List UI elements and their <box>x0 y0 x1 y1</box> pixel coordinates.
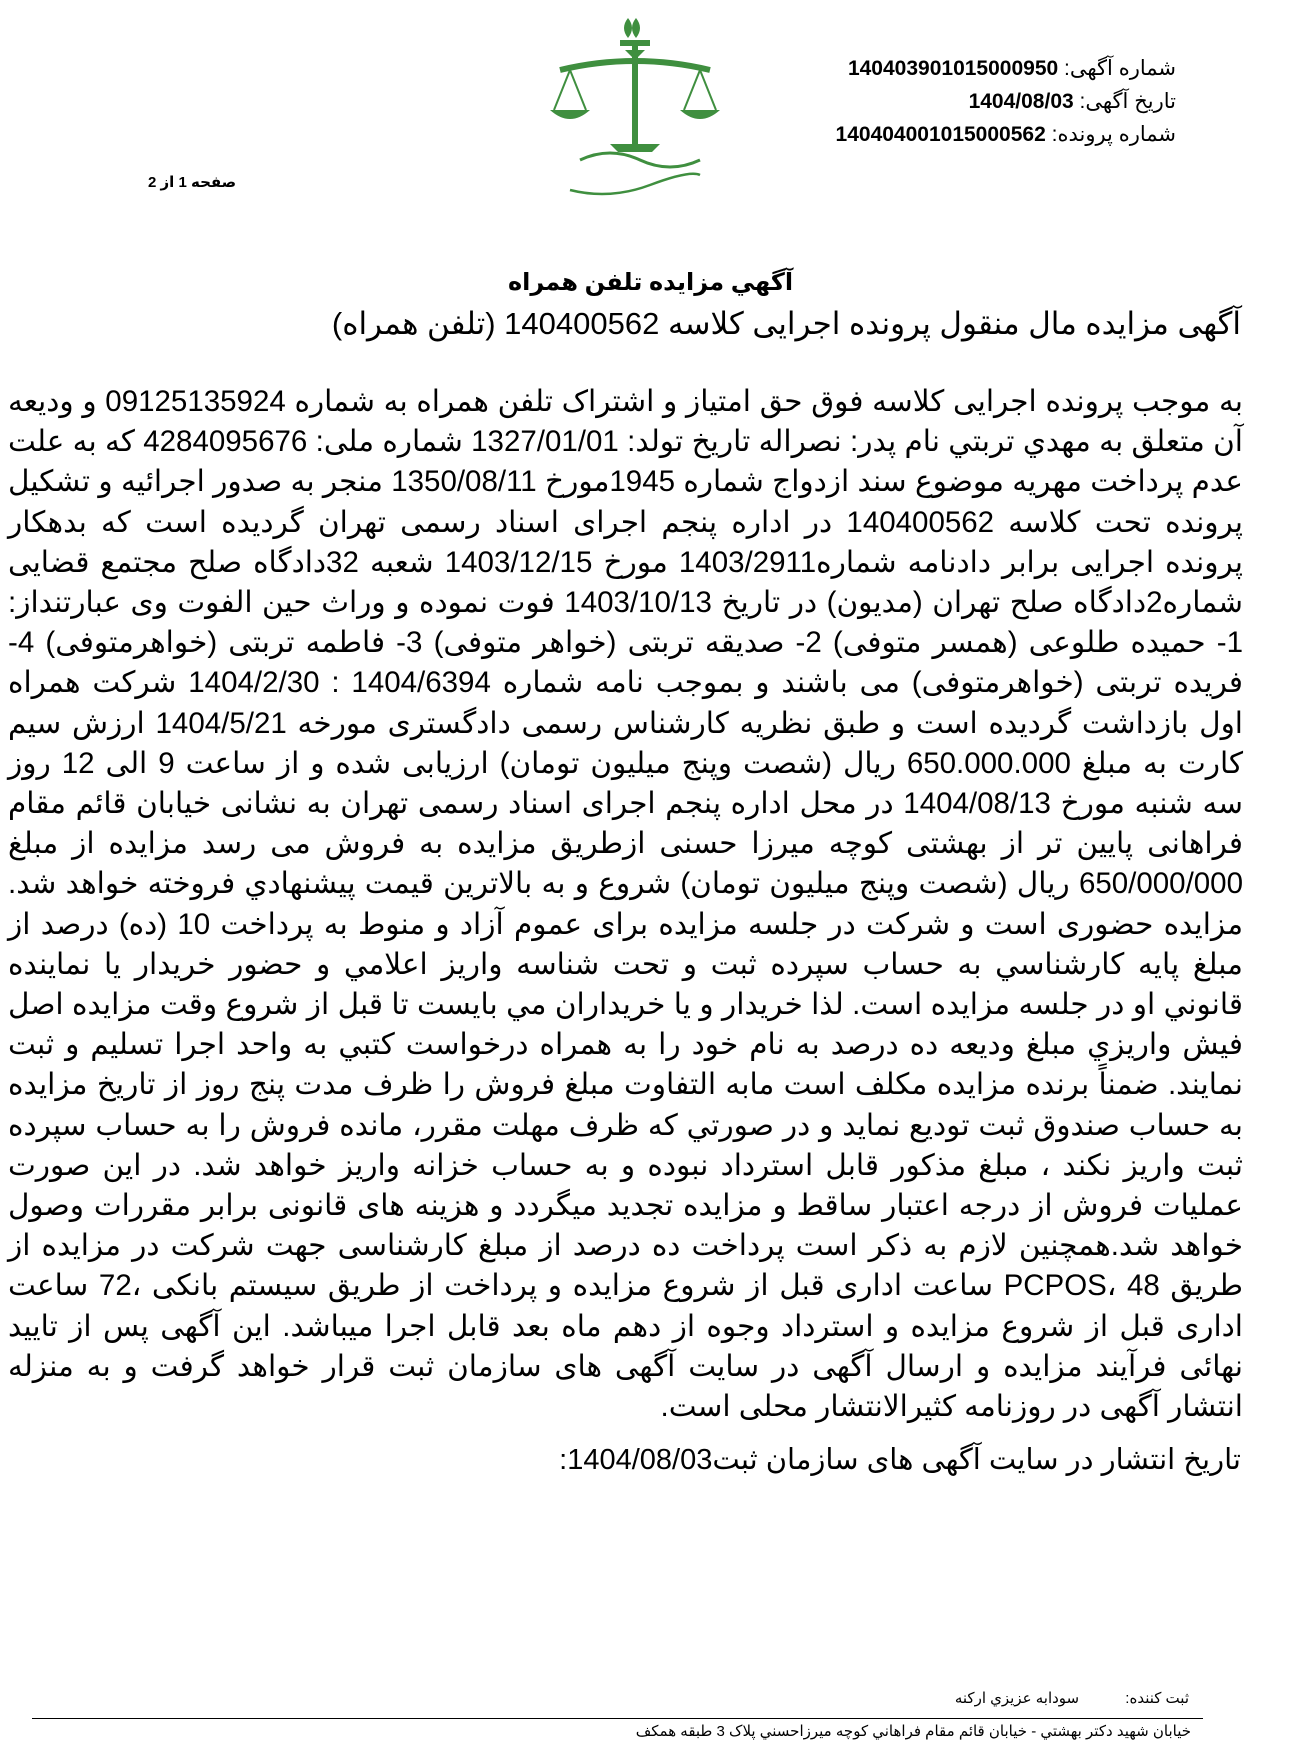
scales-of-justice-icon <box>540 10 730 225</box>
publish-date-line: تاریخ انتشار در سایت آگهی های سازمان ثبت1404/08/03: <box>559 1444 1241 1476</box>
notice-date: 1404/08/03 <box>968 90 1074 113</box>
judiciary-emblem <box>540 10 730 225</box>
notice-date-row <box>836 85 1176 118</box>
page-info: صفحه 1 از 2 <box>148 174 237 191</box>
file-number: 140404001015000562 <box>835 123 1046 146</box>
notice-title: آگهي مزايده تلفن همراه <box>507 269 794 296</box>
notice-body: به موجب پرونده اجرایی کلاسه فوق حق امتیاز و اشتراک تلفن همراه به شماره 09125135924 و ودیعه آن متعلق به مهدي تربتي نام پدر: نصراله تاریخ تولد: 1327/01/01 شماره ملی: 4284095676 که به علت عدم پرداخت مهریه موضوع سند ازدواج شماره 1945مورخ 1350/08/11 منجر به صدور اجرائیه و تشکیل پرونده تحت کلاسه 140400562 در اداره پنجم اجرای اسناد رسمی تهران گردیده است که بدهکار پرونده اجرایی برابر دادنامه شماره1403/2911 مورخ 1403/12/15 شعبه 32دادگاه صلح مجتمع قضایی شماره2دادگاه صلح تهران (مدیون) در تاریخ 1403/10/13 فوت نموده و وراث حین الفوت وی عبارتنداز: 1- حمیده طلوعی (همسر متوفی) 2- صدیقه تربتی (خواهر متوفی) 3- فاطمه تربتی (خواهرمتوفی) 4- فریده تربتی (خواهرمتوفی) می باشند و بموجب نامه شماره 1404/6394 : 1404/2/30 شرکت همراه اول بازداشت گردیده است و طبق نظریه کارشناس رسمی دادگستری مورخه 1404/5/21 ارزش سیم کارت به مبلغ 650.000.000 ریال (شصت وپنج میلیون تومان) ارزیابی شده و از ساعت 9 الی 12 روز سه شنبه مورخ 1404/08/13 در محل اداره پنجم اجرای اسناد رسمی تهران به نشانی خیابان قائم مقام فراهانی پایین تر از بهشتی کوچه میرزا حسنی ازطریق مزایده به فروش می رسد مزایده از مبلغ 650/000/000 ریال (شصت وپنج میلیون تومان) شروع و به بالاترین قیمت پیشنهادي فروخته خواهد شد. مزایده حضوری است و شرکت در جلسه مزایده برای عموم آزاد و منوط به پرداخت 10 (ده) درصد از مبلغ پایه کارشناسي به حساب سپرده ثبت و تحت شناسه واریز اعلامي و حضور خریدار یا نماینده قانوني او در جلسه مزایده است. لذا خریدار و یا خریداران مي بایست تا قبل از شروع وقت مزایده اصل فیش واریزي مبلغ ودیعه ده درصد به نام خود را به همراه درخواست کتبي به واحد اجرا تسلیم و ثبت نمایند. ضمناً برنده مزایده مکلف است مابه التفاوت مبلغ فروش را ظرف مدت پنج روز از تاریخ مزایده به حساب صندوق ثبت تودیع نماید و در صورتي که ظرف مهلت مقرر، مانده فروش را به حساب سپرده ثبت واریز نکند ، مبلغ مذکور قابل استرداد نبوده و به حساب خزانه واریز خواهد شد. در این صورت عملیات فروش از درجه اعتبار ساقط و مزایده تجدید میگردد و هزینه های قانونی برابر مقررات وصول خواهد شد.همچنین لازم به ذکر است پرداخت ده درصد از مبلغ کارشناسی جهت شرکت در مزایده از طریق PCPOS، 48 ساعت اداری قبل از شروع مزایده و پرداخت از طریق سیستم بانکی ،72 ساعت اداری قبل از شروع مزایده و استرداد وجوه از دهم ماه بعد قابل اجرا میباشد. این آگهی پس از تایید نهائی فرآیند مزایده و ارسال آگهی در سایت آگهی های سازمان ثبت قرار خواهد گرفت و به منزله انتشار آگهی در روزنامه کثیرالانتشار محلی است. <box>8 385 1244 1424</box>
notice-date-label: تاریخ آگهی: <box>1079 90 1176 113</box>
registrar-label: ثبت کننده: <box>1125 1690 1189 1707</box>
registrar <box>955 1689 1189 1707</box>
notice-metadata <box>836 52 1176 151</box>
notice-number-label: شماره آگهی: <box>1064 57 1176 80</box>
notice-subtitle: آگهی مزایده مال منقول پرونده اجرایی کلاسه 140400562 (تلفن همراه) <box>331 306 1241 341</box>
file-number-label: شماره پرونده: <box>1051 123 1176 146</box>
registrar-name: سودابه عزيزي ارکنه <box>954 1690 1080 1707</box>
notice-number: 140403901015000950 <box>847 57 1059 80</box>
footer-divider <box>32 1718 1203 1719</box>
file-number-row <box>836 118 1176 151</box>
office-address: خيابان شهيد دکتر بهشتي - خيابان قائم مقام فراهاني کوچه ميرزاحسني پلاک 3 طبقه همکف <box>635 1723 1191 1740</box>
notice-number-row <box>836 52 1176 85</box>
